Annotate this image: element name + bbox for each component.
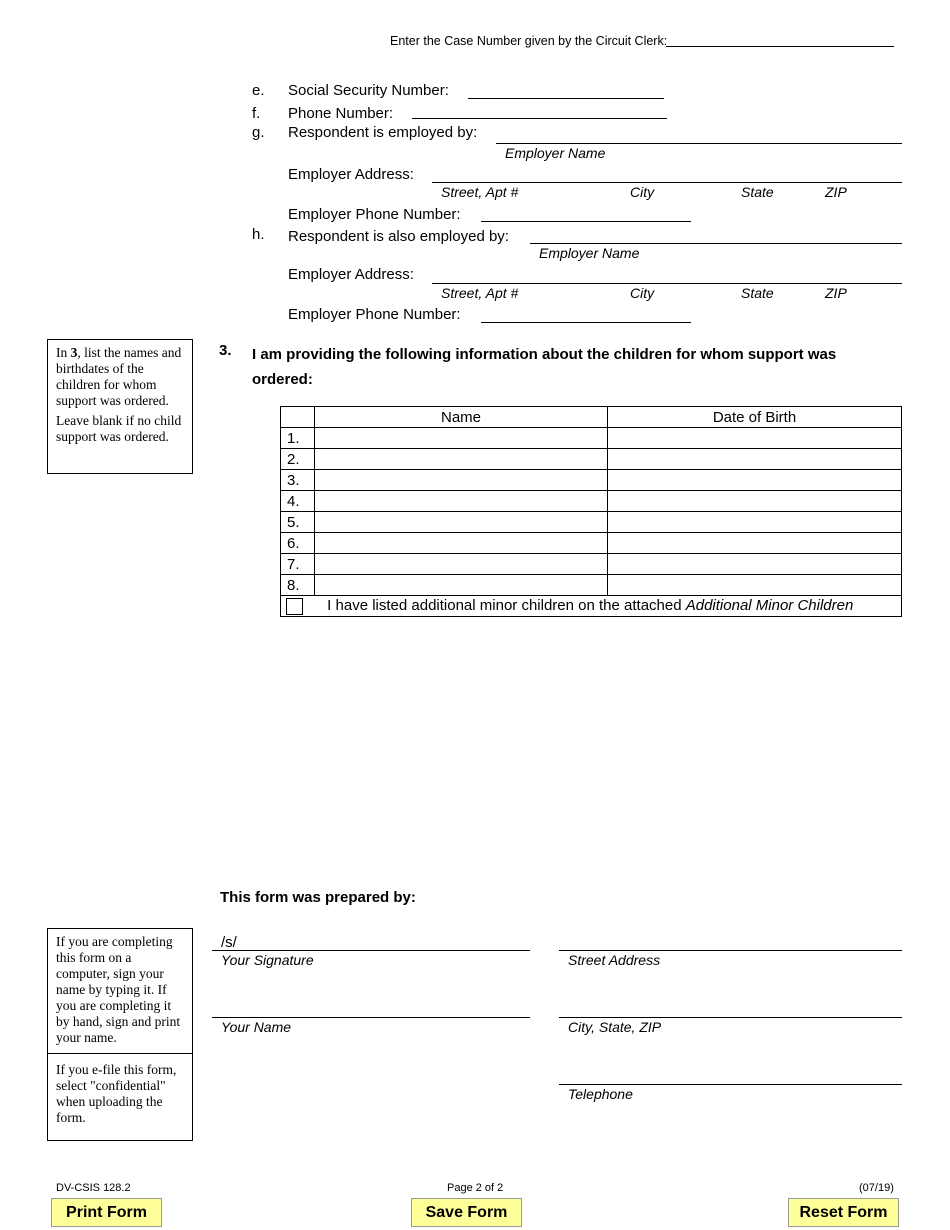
- item-h-letter: h.: [252, 226, 265, 243]
- child-name-cell[interactable]: [315, 533, 608, 554]
- item-f-letter: f.: [252, 105, 261, 122]
- table-row: 5.: [281, 512, 902, 533]
- child-name-cell[interactable]: [315, 470, 608, 491]
- second-employer-address-label: Employer Address:: [288, 266, 414, 283]
- leave-blank-text: Leave blank if no child support was ordered.: [56, 413, 182, 444]
- signature-instructions-text: If you are completing this form on a computer, sign your name by typing it. If you are completing it by hand, sign and print your name.: [48, 929, 192, 1054]
- employer-address-label: Employer Address:: [288, 166, 414, 183]
- employer-name-field[interactable]: [496, 143, 902, 144]
- city-state-zip-caption: City, State, ZIP: [568, 1019, 662, 1035]
- additional-children-row: [281, 596, 902, 617]
- additional-children-checkbox[interactable]: [286, 598, 303, 615]
- second-employer-phone-field[interactable]: [481, 322, 691, 323]
- employer-name-caption: Employer Name: [505, 145, 606, 161]
- employed-by-label: Respondent is employed by:: [288, 124, 478, 141]
- child-dob-cell[interactable]: [608, 575, 902, 596]
- child-name-cell[interactable]: [315, 428, 608, 449]
- child-name-cell[interactable]: [315, 449, 608, 470]
- child-dob-cell[interactable]: [608, 533, 902, 554]
- employer-phone-label: Employer Phone Number:: [288, 206, 461, 223]
- table-row: 1.: [281, 428, 902, 449]
- also-employed-by-label: Respondent is also employed by:: [288, 228, 509, 245]
- ssn-field[interactable]: [468, 98, 664, 99]
- child-name-cell[interactable]: [315, 491, 608, 512]
- table-header-row: [281, 407, 902, 428]
- second-city-caption: City: [630, 285, 655, 301]
- second-state-caption: State: [741, 285, 774, 301]
- case-number-field[interactable]: [666, 46, 894, 47]
- telephone-caption: Telephone: [568, 1086, 633, 1102]
- child-name-cell[interactable]: [315, 554, 608, 575]
- print-form-button[interactable]: Print Form: [51, 1198, 162, 1227]
- child-name-cell[interactable]: [315, 575, 608, 596]
- case-number-label: Enter the Case Number given by the Circuit Clerk:: [390, 34, 668, 48]
- child-dob-cell[interactable]: [608, 428, 902, 449]
- second-employer-name-field[interactable]: [530, 243, 902, 244]
- employer-address-field[interactable]: [432, 182, 902, 183]
- second-employer-name-caption: Employer Name: [539, 245, 640, 261]
- phone-label: Phone Number:: [288, 105, 394, 122]
- children-instructions-text: In 3, list the names and birthdates of the children for whom support was ordered.: [56, 345, 182, 408]
- additional-children-text: I have listed additional minor children on the attached Additional Minor Children: [327, 597, 854, 614]
- table-row: 3.: [281, 470, 902, 491]
- child-dob-cell[interactable]: [608, 491, 902, 512]
- city-caption: City: [630, 184, 655, 200]
- your-signature-caption: Your Signature: [221, 952, 314, 968]
- reset-form-button[interactable]: Reset Form: [788, 1198, 899, 1227]
- dob-column-header: Date of Birth: [608, 407, 902, 428]
- second-street-caption: Street, Apt #: [441, 285, 519, 301]
- page-number: Page 2 of 2: [447, 1182, 504, 1194]
- street-address-caption: Street Address: [568, 952, 661, 968]
- table-row: 7.: [281, 554, 902, 575]
- child-dob-cell[interactable]: [608, 554, 902, 575]
- second-employer-phone-label: Employer Phone Number:: [288, 306, 461, 323]
- your-name-caption: Your Name: [221, 1019, 292, 1035]
- signature-instructions-box: [47, 928, 193, 1141]
- city-state-zip-field[interactable]: [559, 1017, 902, 1018]
- phone-field[interactable]: [412, 118, 667, 119]
- child-name-cell[interactable]: [315, 512, 608, 533]
- case-number-row: [390, 34, 667, 48]
- section-3-heading: I am providing the following information about the children for whom support was ordered:: [252, 346, 837, 388]
- children-instructions-box: [47, 339, 193, 474]
- form-id: DV-CSIS 128.2: [56, 1182, 131, 1194]
- telephone-field[interactable]: [559, 1084, 902, 1085]
- children-table: [280, 406, 902, 617]
- second-employer-address-field[interactable]: [432, 283, 902, 284]
- name-column-header: Name: [315, 407, 608, 428]
- street-address-field[interactable]: [559, 950, 902, 951]
- your-name-field[interactable]: [212, 1017, 530, 1018]
- efile-instructions-text: If you e-file this form, select "confidential" when uploading the form.: [56, 1062, 177, 1125]
- section-3-number: 3.: [219, 342, 232, 359]
- child-dob-cell[interactable]: [608, 449, 902, 470]
- state-caption: State: [741, 184, 774, 200]
- prepared-by-heading: This form was prepared by:: [220, 889, 416, 906]
- zip-caption: ZIP: [825, 184, 847, 200]
- item-e-letter: e.: [252, 82, 265, 99]
- form-date: (07/19): [859, 1182, 894, 1194]
- table-row: 8.: [281, 575, 902, 596]
- signature-field[interactable]: [212, 950, 530, 951]
- ssn-label: Social Security Number:: [288, 82, 449, 99]
- save-form-button[interactable]: Save Form: [411, 1198, 522, 1227]
- table-row: 4.: [281, 491, 902, 512]
- child-dob-cell[interactable]: [608, 470, 902, 491]
- child-dob-cell[interactable]: [608, 512, 902, 533]
- second-zip-caption: ZIP: [825, 285, 847, 301]
- street-caption: Street, Apt #: [441, 184, 519, 200]
- employer-phone-field[interactable]: [481, 221, 691, 222]
- item-g-letter: g.: [252, 124, 265, 141]
- table-row: 6.: [281, 533, 902, 554]
- signature-value[interactable]: /s/: [221, 934, 237, 951]
- table-row: 2.: [281, 449, 902, 470]
